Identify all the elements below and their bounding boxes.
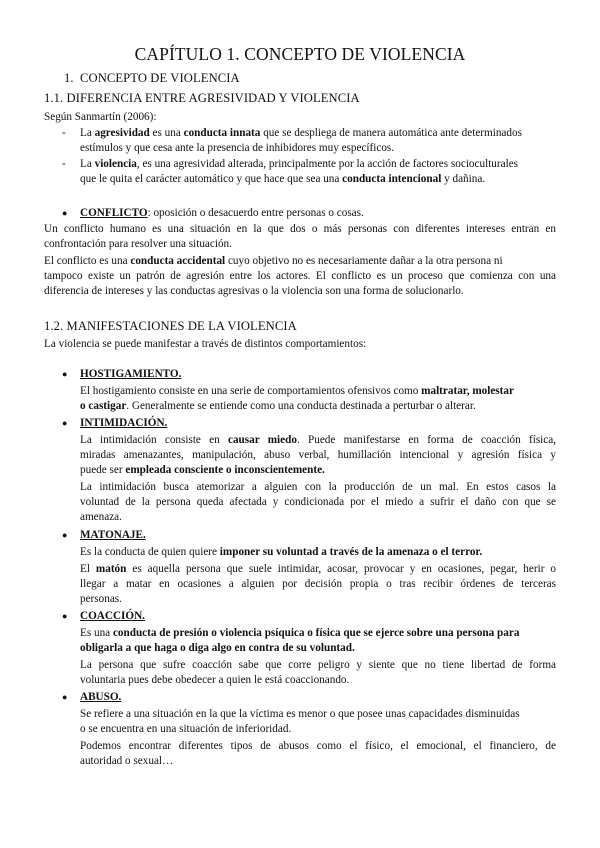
abuso-line-3: Podemos encontrar diferentes tipos de abusos como el físico, el emocional, el financiero, de (80, 740, 556, 752)
intimidacion-line-6: amenaza. (80, 511, 122, 523)
bullet-icon: ● (62, 369, 68, 379)
section-1-2-intro: La violencia se puede manifestar a través de distintos comportamientos: (44, 338, 367, 350)
hostigamiento-term: HOSTIGAMIENTO. (80, 368, 182, 380)
bullet-icon: ● (62, 692, 68, 702)
conflicto-paragraph-line: El conflicto es una conducta accidental cuyo objetivo no es necesariamente dañar a la otra persona ni (44, 255, 503, 267)
matonaje-line-4: personas. (80, 593, 122, 605)
agresividad-line-1: La agresividad es una conducta innata que se despliega de manera automática ante determinados (80, 127, 522, 139)
abuso-line-4: autoridad o sexual… (80, 755, 174, 767)
intimidacion-line-1: La intimidación consiste en causar miedo. Puede manifestarse en forma de coacción física, (80, 434, 557, 446)
source-citation: Según Sanmartín (2006): (44, 111, 157, 123)
dash-marker: - (62, 158, 66, 170)
abuso-line-1: Se refiere a una situación en la que la víctima es menor o que posee unas capacidades disminuidas (80, 708, 520, 720)
chapter-title: CAPÍTULO 1. CONCEPTO DE VIOLENCIA (134, 44, 466, 64)
intimidacion-line-2: miradas amenazantes, manipulación, abuso verbal, humillación intencional y agresión física y (80, 449, 556, 461)
intimidacion-line-3: puede ser empleada consciente o inconscientemente. (80, 464, 325, 476)
coaccion-line-1: Es una conducta de presión o violencia psíquica o física que se ejerce sobre una persona para (80, 627, 520, 639)
matonaje-term: MATONAJE. (80, 529, 146, 541)
coaccion-line-3: La persona que sufre coacción sabe que corre peligro y siente que no tiene libertad de forma (80, 659, 556, 671)
matonaje-line-1: Es la conducta de quien quiere imponer su voluntad a través de la amenaza o el terror. (80, 546, 483, 558)
intimidacion-line-4: La intimidación busca atemorizar a alguien con la producción de un mal. En estos casos la (80, 481, 556, 493)
intimidacion-term: INTIMIDACIÓN. (80, 417, 168, 429)
section-1-heading: CONCEPTO DE VIOLENCIA (80, 71, 240, 85)
hostigamiento-line-2: o castigar. Generalmente se entiende como una conducta destinada a perturbar o alterar. (80, 400, 476, 412)
conflicto-paragraph-line: tampoco existe un patrón de agresión entre los actores. El conflicto es un proceso que comienza con una (44, 270, 556, 282)
hostigamiento-line-1: El hostigamiento consiste en una serie de comportamientos ofensivos como maltratar, molestar (80, 385, 514, 397)
bullet-icon: ● (62, 530, 68, 540)
intimidacion-line-5: voluntad de la persona queda afectada y condicionada por el miedo a sufrir el daño con que se (80, 496, 556, 508)
dash-marker: - (62, 127, 66, 139)
conflicto-paragraph-line: Un conflicto humano es una situación en la que dos o más personas con diferentes intereses entran en (44, 223, 556, 235)
coaccion-line-4: voluntaria pues debe obedecer a quien le está coaccionando. (80, 674, 350, 686)
conflicto-paragraph-line: confrontación para resolver una situación. (44, 238, 232, 250)
violencia-line-2: que le quita el carácter automático y que hace que sea una conducta intencional y dañina. (80, 173, 486, 185)
section-1-2-heading: 1.2. MANIFESTACIONES DE LA VIOLENCIA (44, 319, 297, 333)
section-1-1-heading: 1.1. DIFERENCIA ENTRE AGRESIVIDAD Y VIOLENCIA (44, 91, 360, 105)
bullet-icon: ● (62, 611, 68, 621)
matonaje-line-3: llegar a matar en ocasiones a alguien por decisión propia o tras recibir órdenes de terceras (80, 578, 556, 590)
bullet-icon: ● (62, 418, 68, 428)
bullet-icon: ● (62, 208, 68, 218)
abuso-line-2: o se encuentra en una situación de inferioridad. (80, 723, 292, 735)
matonaje-line-2: El matón es aquella persona que suele intimidar, acosar, provocar y en ocasiones, pegar, herir o (80, 563, 556, 575)
abuso-term: ABUSO. (80, 691, 122, 703)
conflicto-definition: CONFLICTO: oposición o desacuerdo entre personas o cosas. (80, 207, 364, 219)
coaccion-line-2: obligarla a que haga o diga algo en contra de su voluntad. (80, 642, 355, 654)
conflicto-paragraph-line: diferencia de intereses y las conductas agresivas o la violencia son una forma de solucionarlo. (44, 285, 464, 297)
section-1-number: 1. (64, 71, 74, 85)
violencia-line-1: La violencia, es una agresividad alterada, principalmente por la acción de factores socioculturales (80, 158, 519, 170)
coaccion-term: COACCIÓN. (80, 610, 145, 622)
agresividad-line-2: estímulos y que cesa ante la presencia de inhibidores muy específicos. (80, 142, 395, 154)
